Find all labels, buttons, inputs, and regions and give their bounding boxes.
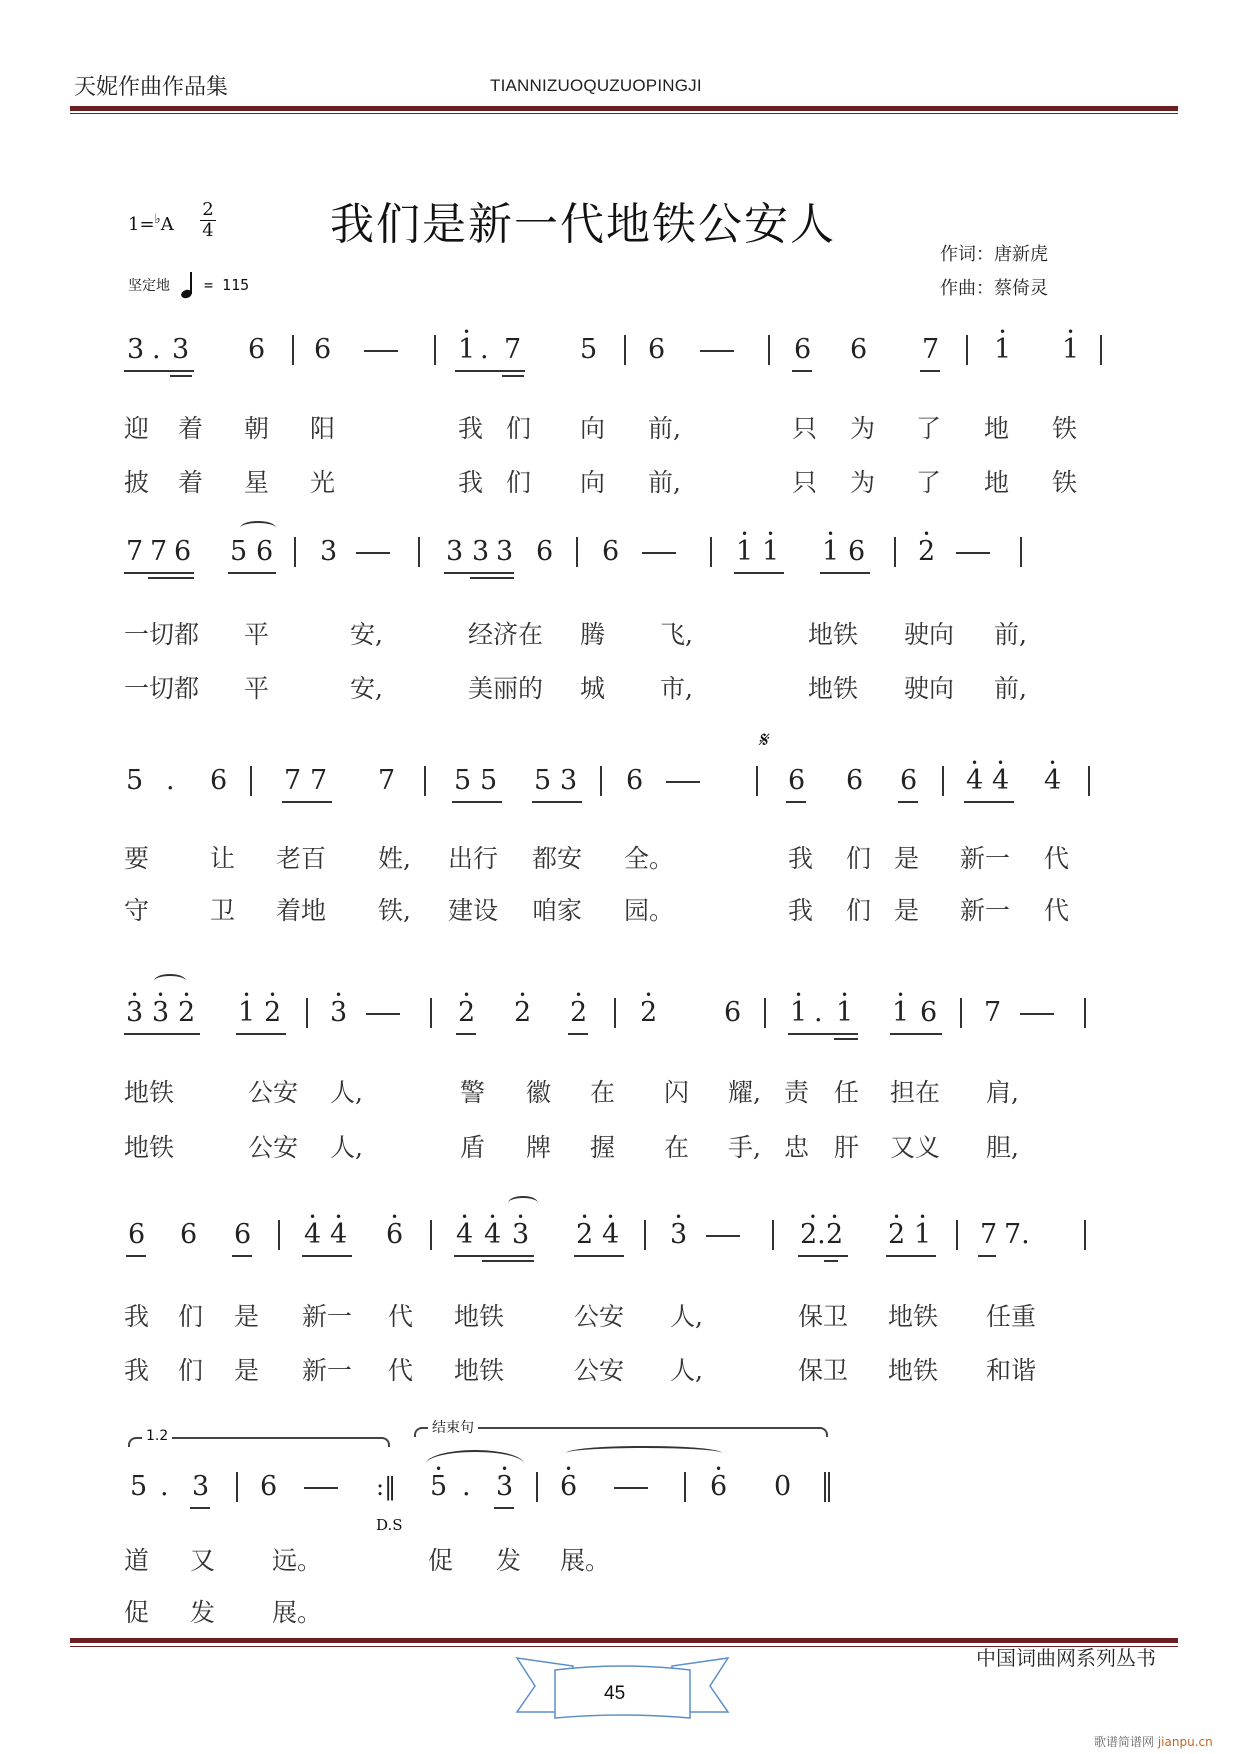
note: 7 xyxy=(150,536,168,567)
note: 7 xyxy=(284,765,302,796)
note: • 3 xyxy=(152,996,169,1030)
series-title: 中国词曲网系列丛书 xyxy=(976,1646,1156,1670)
score-line-2 xyxy=(124,535,1104,575)
note: 6 xyxy=(536,536,554,567)
note: • 4 xyxy=(484,1218,501,1252)
note: • 1 xyxy=(836,996,853,1030)
page-number: 45 xyxy=(604,1683,626,1704)
note: • 6 xyxy=(560,1470,577,1504)
note: 6 xyxy=(210,765,228,796)
note: 6 xyxy=(602,536,620,567)
collection-title-pinyin: TIANNIZUOQUZUOPINGJI xyxy=(490,76,702,95)
note: • 5 xyxy=(430,1470,447,1504)
note: 3 xyxy=(192,1471,210,1502)
lyricist-credit: 作词：唐新虎 xyxy=(940,244,1048,265)
note: 3 xyxy=(472,536,490,567)
note: 6 xyxy=(234,1219,252,1250)
tempo-marking xyxy=(128,272,249,298)
lyrics-verse-1: 要 让 老百 姓, 出行 都安 全。 我 们 是 新一 代 xyxy=(124,844,1070,873)
note: • 4 xyxy=(304,1218,321,1252)
note: 0 xyxy=(774,1471,792,1502)
note: • 4 xyxy=(456,1218,473,1252)
lyrics-verse-1: 我 们 是 新一 代 地铁 公安 人, 保卫 地铁 任重 xyxy=(124,1302,1037,1331)
note: • 1 xyxy=(994,333,1011,367)
note: 6 xyxy=(260,1471,278,1502)
note: • 2 xyxy=(570,996,587,1030)
note: • 2. xyxy=(800,1218,826,1252)
ending-bracket: 结束句 xyxy=(414,1427,828,1437)
lyrics-verse-2: 一切都 平 安, 美丽的 城 市, 地铁 驶向 前, xyxy=(124,674,1027,703)
note: • 1 xyxy=(458,333,475,367)
dot: . xyxy=(462,1471,471,1502)
dot: . xyxy=(160,1471,169,1502)
score-line-1 xyxy=(124,333,1104,373)
note: • 2 xyxy=(640,996,657,1030)
collection-title: 天妮作曲作品集 xyxy=(74,75,229,100)
note: • 2 xyxy=(514,996,531,1030)
note: 6 xyxy=(648,334,666,365)
lyrics-verse-1: 地铁 公安 人, 警 徽 在 闪 耀, 责 任 担在 肩, xyxy=(124,1078,1019,1107)
note: 6 xyxy=(846,765,864,796)
note: 6 xyxy=(788,765,806,796)
note: • 4 xyxy=(966,764,983,798)
note: 3 xyxy=(496,536,514,567)
note: • 1 xyxy=(736,535,753,569)
lyrics-verse-2: 我 们 是 新一 代 地铁 公安 人, 保卫 地铁 和谐 xyxy=(124,1356,1037,1385)
note: 5 xyxy=(130,1471,148,1502)
tempo-value: = 115 xyxy=(204,276,250,294)
note: 5 xyxy=(126,765,144,796)
note: 7 xyxy=(922,334,940,365)
note: • 4 xyxy=(330,1218,347,1252)
note: 6 xyxy=(794,334,812,365)
note: • 6 xyxy=(386,1218,403,1252)
note: 3 xyxy=(446,536,464,567)
note: 6 xyxy=(174,536,192,567)
composer-credit: 作曲：蔡倚灵 xyxy=(940,278,1048,299)
note: • 6 xyxy=(710,1470,727,1504)
note: • 4 xyxy=(1044,764,1061,798)
dot: . xyxy=(480,334,489,365)
header-rule xyxy=(70,106,1178,111)
note: • 3 xyxy=(330,996,347,1030)
note: • 2 xyxy=(458,996,475,1030)
note: 5 xyxy=(580,334,598,365)
note: 3 xyxy=(127,334,145,365)
note: • 1 xyxy=(1062,333,1079,367)
lyrics-verse-2: 促 发 展。 xyxy=(124,1598,323,1627)
note: 6 xyxy=(848,536,866,567)
note: • 3 xyxy=(126,996,143,1030)
lyrics-verse-1: 一切都 平 安, 经济在 腾 飞, 地铁 驶向 前, xyxy=(124,620,1027,649)
note: 3 xyxy=(172,334,190,365)
score-line-3 xyxy=(124,764,1104,804)
key-signature: 1=♭A xyxy=(128,212,174,235)
lyrics-verse-1: 道 又 远。 促 发 展。 xyxy=(124,1546,611,1575)
lyrics-verse-2: 披 着 星 光 我 们 向 前, 只 为 了 地 铁 xyxy=(124,468,1078,497)
note: 5 xyxy=(454,765,472,796)
note: • 1 xyxy=(914,1218,931,1252)
note: 6 xyxy=(920,997,938,1028)
lyrics-verse-2: 地铁 公安 人, 盾 牌 握 在 手, 忠 肝 又义 胆, xyxy=(124,1133,1019,1162)
note: • 2 xyxy=(264,996,281,1030)
note: 5 xyxy=(230,536,248,567)
note: 6 xyxy=(128,1219,146,1250)
score-line-6 xyxy=(124,1470,1104,1510)
note: • 3 xyxy=(496,1470,513,1504)
note: • 2 xyxy=(178,996,195,1030)
dot: . xyxy=(814,997,823,1028)
note: • 4 xyxy=(602,1218,619,1252)
note: 6 xyxy=(314,334,332,365)
note: 7 xyxy=(126,536,144,567)
watermark: 歌谱简谱网 jianpu.cn xyxy=(1094,1735,1213,1749)
note: • 2 xyxy=(826,1218,843,1252)
score-line-4 xyxy=(124,996,1104,1036)
lyrics-verse-2: 守 卫 着地 铁, 建设 咱家 园。 我 们 是 新一 代 xyxy=(124,896,1070,925)
note: 3 xyxy=(320,536,338,567)
note: • 3 xyxy=(512,1218,529,1252)
note: • 1 xyxy=(238,996,255,1030)
note: • 1 xyxy=(790,996,807,1030)
note: 5 xyxy=(534,765,552,796)
note: • 1 xyxy=(892,996,909,1030)
note: 7 xyxy=(980,1219,998,1250)
note: 7 xyxy=(378,765,396,796)
note: 7 xyxy=(504,334,522,365)
note: 5 xyxy=(480,765,498,796)
dot: . xyxy=(152,334,161,365)
lyrics-verse-1: 迎 着 朝 阳 我 们 向 前, 只 为 了 地 铁 xyxy=(124,414,1078,443)
note: 7 xyxy=(984,997,1002,1028)
note: • 4 xyxy=(992,764,1009,798)
note: 6 xyxy=(248,334,266,365)
note: 6 xyxy=(850,334,868,365)
note: 6 xyxy=(626,765,644,796)
note: 6 xyxy=(724,997,742,1028)
score-line-5 xyxy=(124,1218,1104,1258)
volta-bracket: 1.2 xyxy=(128,1437,390,1447)
note: • 2 xyxy=(576,1218,593,1252)
note: 7. xyxy=(1004,1219,1030,1250)
note: • 1 xyxy=(762,535,779,569)
note: • 2 xyxy=(918,535,935,569)
song-title: 我们是新一代地铁公安人 xyxy=(330,199,836,250)
note: 3 xyxy=(560,765,578,796)
dot: . xyxy=(166,765,175,796)
note: 6 xyxy=(256,536,274,567)
quarter-note-icon xyxy=(180,272,194,298)
note: • 2 xyxy=(888,1218,905,1252)
time-signature: 2 4 xyxy=(200,200,216,241)
dal-segno-marking: D.S xyxy=(376,1516,403,1534)
note: 6 xyxy=(180,1219,198,1250)
header-rule-thin xyxy=(70,113,1178,114)
note: 7 xyxy=(310,765,328,796)
note: 6 xyxy=(900,765,918,796)
note: • 1 xyxy=(822,535,839,569)
note: • 3 xyxy=(670,1218,687,1252)
tempo-label: 坚定地 xyxy=(128,278,170,294)
repeat-end: :‖ xyxy=(376,1473,397,1501)
segno-sign: 𝄋 xyxy=(758,728,768,753)
